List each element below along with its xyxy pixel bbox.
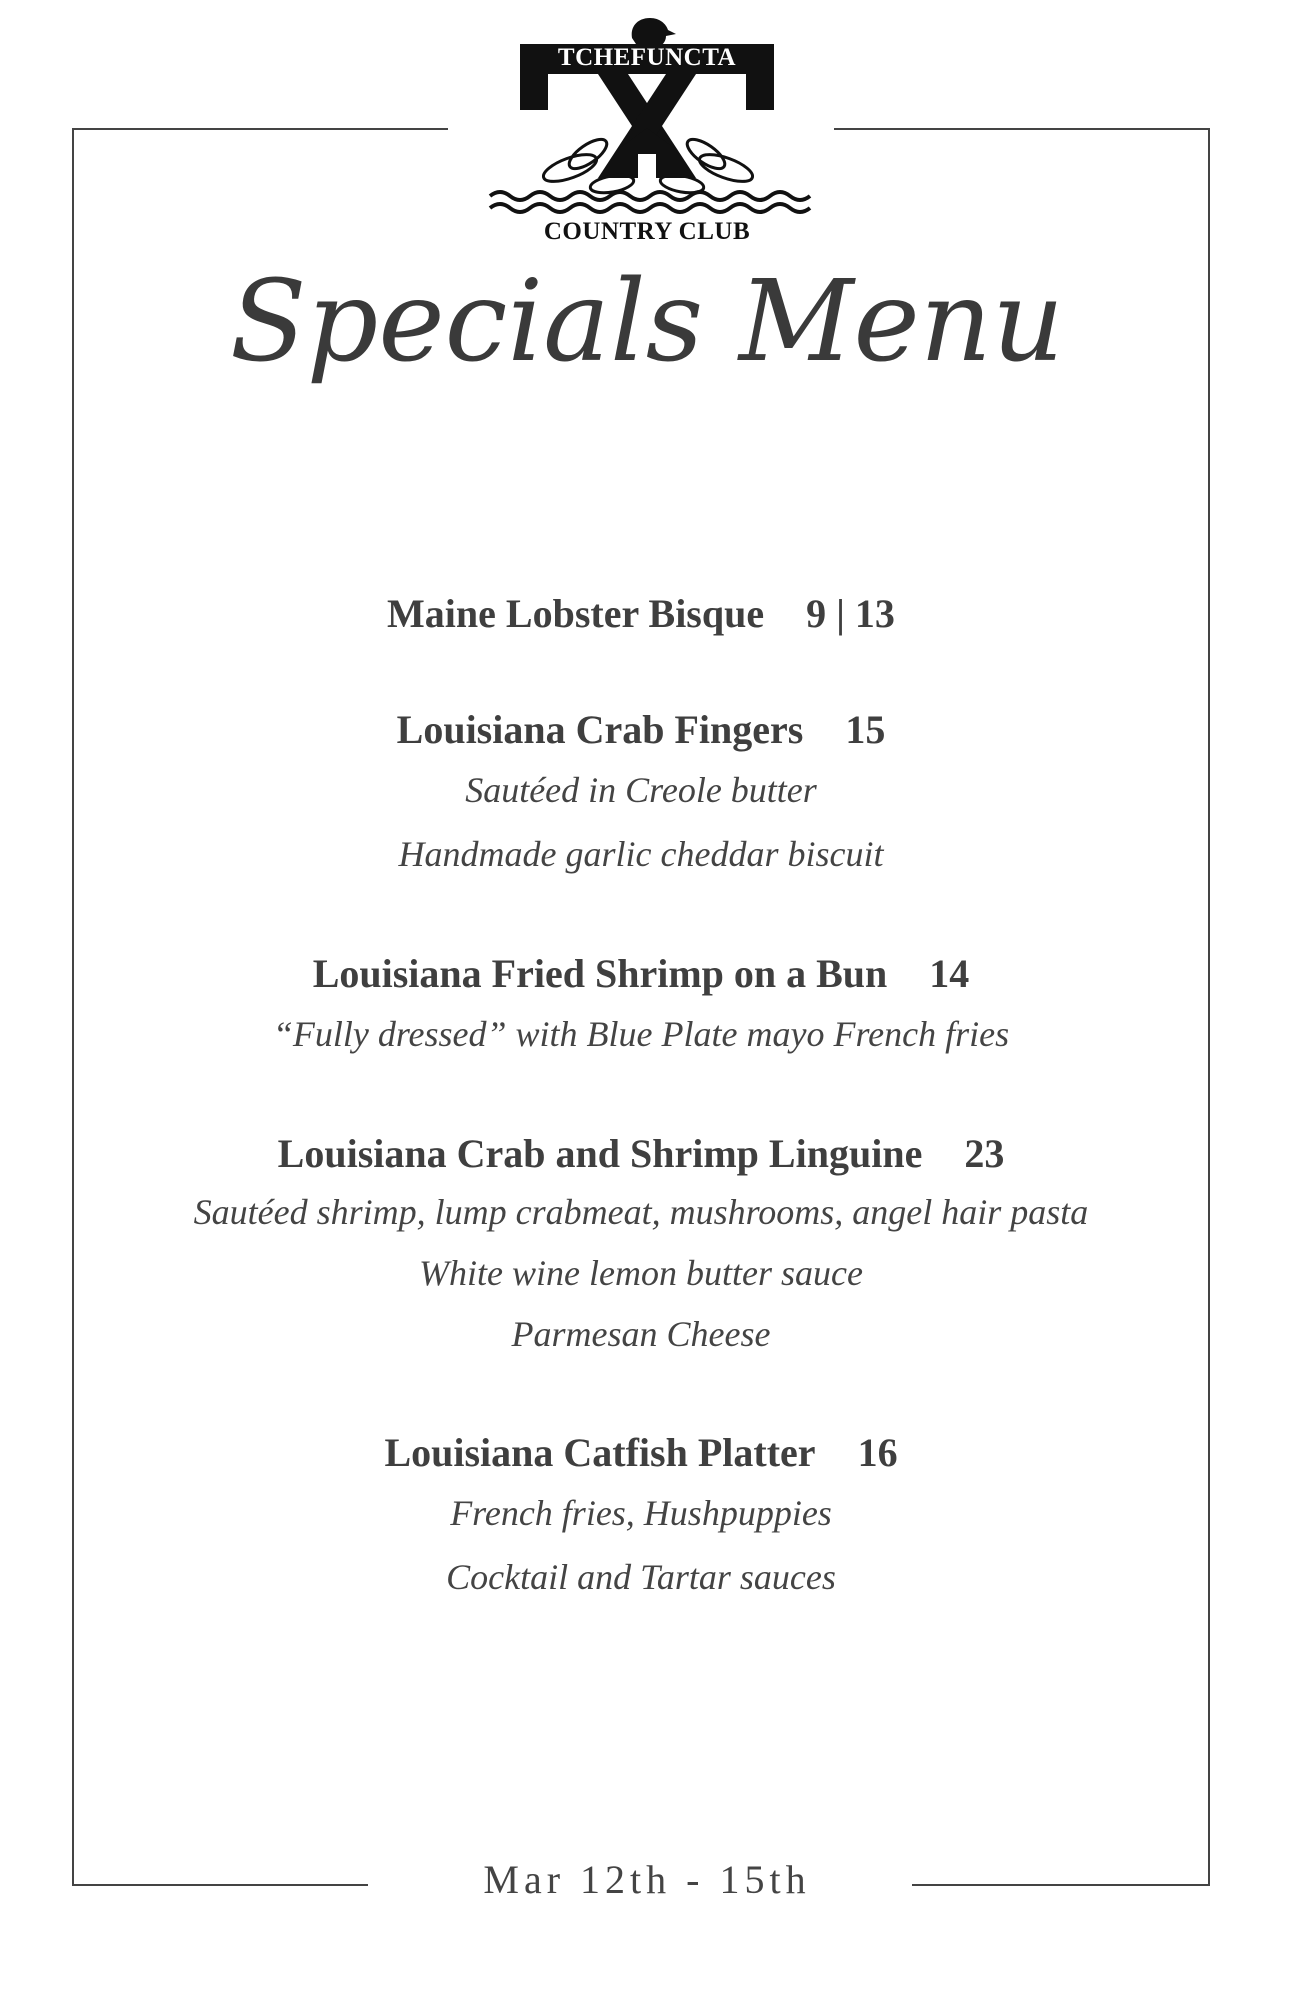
- menu-item-crab-shrimp-linguine: [72, 1126, 1210, 1365]
- item-description: Cocktail and Tartar sauces: [446, 1557, 836, 1597]
- logo-bottom-text: COUNTRY CLUB: [543, 218, 751, 245]
- item-heading: [72, 702, 1210, 758]
- item-price: 9 | 13: [806, 591, 895, 636]
- menu-item-crab-fingers: [72, 702, 1210, 886]
- item-price: 14: [929, 951, 970, 996]
- menu-item-fried-shrimp-bun: [72, 946, 1210, 1066]
- item-price: 15: [845, 707, 886, 752]
- item-name: Louisiana Fried Shrimp on a Bun: [312, 951, 888, 996]
- item-description: Sautéed in Creole butter: [465, 770, 817, 810]
- item-price: 23: [964, 1131, 1005, 1176]
- item-name: Louisiana Catfish Platter: [384, 1430, 816, 1475]
- item-description: “Fully dressed” with Blue Plate mayo French fries: [272, 1014, 1010, 1054]
- item-name: Maine Lobster Bisque: [387, 591, 765, 636]
- menu-item-lobster-bisque: [72, 586, 1210, 642]
- club-logo: [470, 8, 824, 258]
- item-name: Louisiana Crab Fingers: [396, 707, 804, 752]
- item-heading: [72, 946, 1210, 1002]
- item-heading: [72, 586, 1210, 642]
- menu-items: [72, 586, 1210, 1669]
- item-description: Handmade garlic cheddar biscuit: [398, 834, 884, 874]
- date-range: Mar 12th - 15th: [483, 1857, 811, 1902]
- item-description: French fries, Hushpuppies: [450, 1493, 832, 1533]
- item-description: Sautéed shrimp, lump crabmeat, mushrooms, angel hair pasta: [193, 1192, 1089, 1232]
- menu-item-catfish-platter: [72, 1425, 1210, 1609]
- logo-top-text: TCHEFUNCTA: [557, 44, 737, 71]
- item-heading: [72, 1126, 1210, 1182]
- item-description: White wine lemon butter sauce: [419, 1253, 863, 1293]
- item-name: Louisiana Crab and Shrimp Linguine: [277, 1131, 923, 1176]
- item-description: Parmesan Cheese: [511, 1314, 771, 1354]
- item-heading: [72, 1425, 1210, 1481]
- item-price: 16: [857, 1430, 898, 1475]
- menu-title: Specials Menu: [229, 257, 1065, 387]
